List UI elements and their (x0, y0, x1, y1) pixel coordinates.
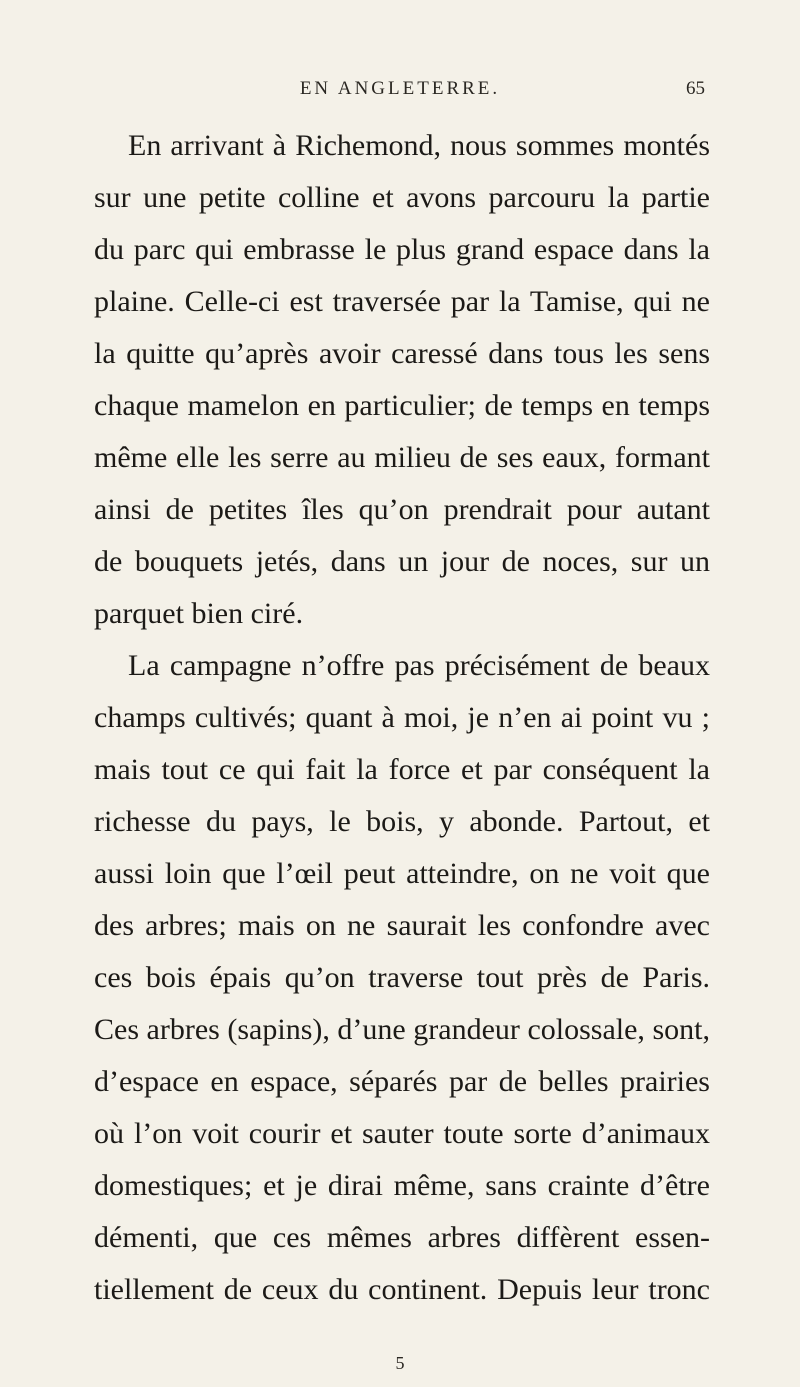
text-line: domestiques; et je dirai même, sans crainte d’être (94, 1169, 710, 1202)
text-line: mais tout ce qui fait la force et par conséquent la (94, 753, 710, 786)
text-line: même elle les serre au milieu de ses eaux, formant (94, 441, 710, 474)
text-line: ces bois épais qu’on traverse tout près de Paris. (94, 961, 710, 994)
text-line: La campagne n’offre pas précisément de beaux (128, 649, 710, 682)
signature-mark: 5 (395, 1353, 405, 1373)
text-line: tiellement de ceux du continent. Depuis leur tronc (94, 1273, 710, 1306)
text-line: du parc qui embrasse le plus grand espace dans la (94, 233, 710, 266)
text-line: des arbres; mais on ne saurait les confondre avec (94, 909, 710, 942)
text-line: ainsi de petites îles qu’on prendrait pour autant (94, 493, 710, 526)
running-title: EN ANGLETERRE. (299, 78, 501, 99)
text-line: démenti, que ces mêmes arbres diffèrent essen- (94, 1221, 710, 1254)
text-line: sur une petite colline et avons parcouru la partie (94, 181, 710, 214)
text-line: la quitte qu’après avoir caressé dans tous les sens (94, 337, 710, 370)
text-line: où l’on voit courir et sauter toute sorte d’animaux (94, 1117, 710, 1150)
page-number: 65 (686, 78, 705, 99)
text-line: aussi loin que l’œil peut atteindre, on ne voit que (94, 857, 710, 890)
text-line: Ces arbres (sapins), d’une grandeur colossale, sont, (94, 1013, 710, 1046)
text-line: d’espace en espace, séparés par de belles prairies (94, 1065, 710, 1098)
text-line: parquet bien ciré. (94, 597, 304, 630)
text-line: champs cultivés; quant à moi, je n’en ai point vu ; (94, 701, 710, 734)
text-line: plaine. Celle-ci est traversée par la Tamise, qui ne (94, 285, 710, 318)
text-line: En arrivant à Richemond, nous sommes montés (128, 129, 710, 162)
page-header (0, 78, 800, 108)
text-line: richesse du pays, le bois, y abonde. Partout, et (94, 805, 710, 838)
text-line: de bouquets jetés, dans un jour de noces, sur un (94, 545, 710, 578)
text-line: chaque mamelon en particulier; de temps en temps (94, 389, 710, 422)
